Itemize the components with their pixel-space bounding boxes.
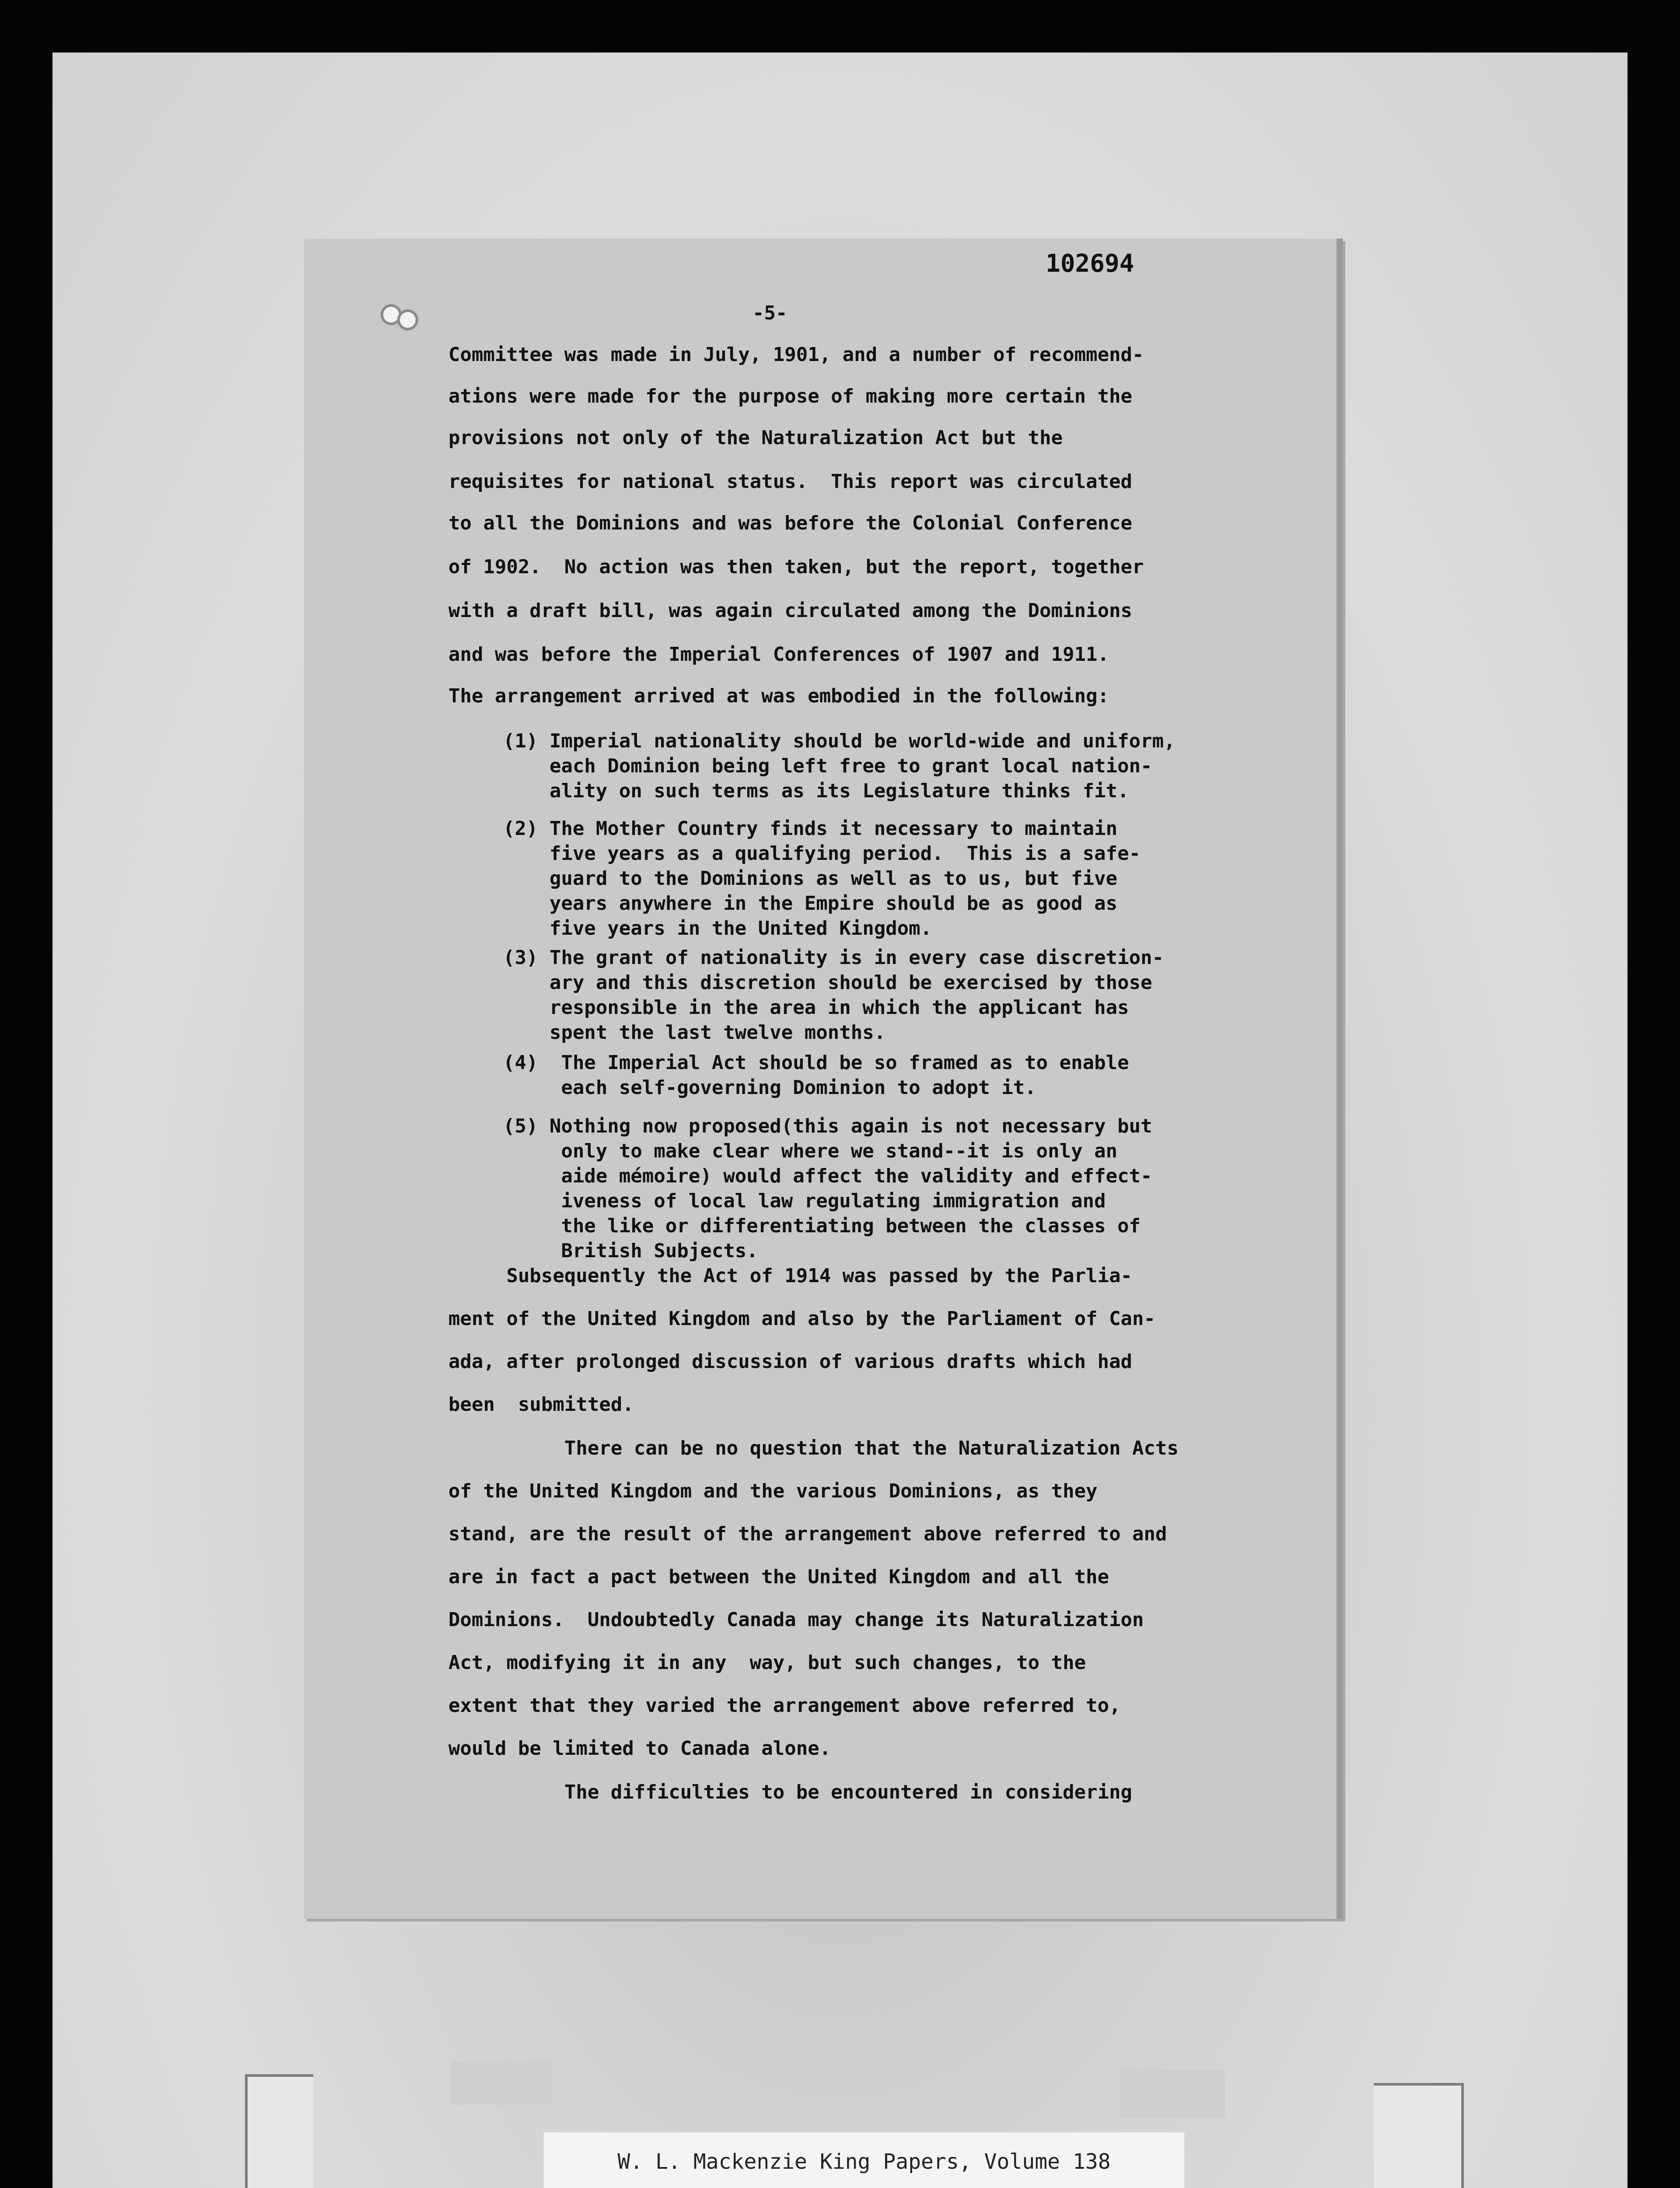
body-line: stand, are the result of the arrangement above referred to and	[448, 1523, 1167, 1545]
body-line: Act, modifying it in any way, but such changes, to the	[448, 1652, 1086, 1674]
list-item-line: spent the last twelve months.	[503, 1021, 886, 1044]
list-item-line: iveness of local law regulating immigration and	[503, 1190, 1106, 1212]
card-clip	[1120, 2070, 1225, 2118]
body-line: would be limited to Canada alone.	[448, 1737, 831, 1760]
body-line: There can be no question that the Naturalization Acts	[448, 1437, 1179, 1459]
list-item-line: five years in the United Kingdom.	[503, 917, 932, 940]
punch-hole-icon	[397, 309, 418, 330]
body-line: ada, after prolonged discussion of various drafts which had	[448, 1350, 1132, 1373]
card-clip	[1374, 2083, 1464, 2188]
list-item-line: each self-governing Dominion to adopt it.	[503, 1076, 1036, 1099]
list-item-line: (4) The Imperial Act should be so framed as to enable	[503, 1052, 1129, 1074]
body-line: of the United Kingdom and the various Dominions, as they	[448, 1480, 1098, 1502]
body-line: ment of the United Kingdom and also by the Parliament of Can-	[448, 1308, 1155, 1330]
body-line: of 1902. No action was then taken, but the report, together	[448, 556, 1144, 578]
list-item-line: only to make clear where we stand--it is only an	[503, 1140, 1117, 1162]
list-item-line: ality on such terms as its Legislature thinks fit.	[503, 780, 1129, 802]
page-number: -5-	[752, 302, 788, 324]
list-item-line: ary and this discretion should be exercised by those	[503, 971, 1152, 994]
list-item-line: guard to the Dominions as well as to us, but five	[503, 867, 1117, 890]
list-item-line: responsible in the area in which the applicant has	[503, 996, 1129, 1019]
list-item-line: (2) The Mother Country finds it necessary to maintain	[503, 817, 1117, 840]
body-line: are in fact a pact between the United Kingdom and all the	[448, 1566, 1109, 1588]
list-item-line: the like or differentiating between the classes of	[503, 1215, 1141, 1237]
body-line: Dominions. Undoubtedly Canada may change its Naturalization	[448, 1609, 1144, 1631]
document-number: 102694	[1046, 249, 1134, 278]
list-item-line: British Subjects.	[503, 1240, 758, 1262]
list-item-line: aide mémoire) would affect the validity and effect-	[503, 1165, 1152, 1187]
card-clip	[245, 2074, 313, 2188]
archive-label	[542, 2131, 1186, 2188]
list-item-line: five years as a qualifying period. This is a safe-	[503, 842, 1141, 865]
card-clip	[451, 2061, 551, 2105]
body-line: and was before the Imperial Conferences of 1907 and 1911.	[448, 643, 1109, 666]
body-line: been submitted.	[448, 1393, 634, 1416]
archive-label-text: W. L. Mackenzie King Papers, Volume 138	[617, 2149, 1111, 2174]
list-item-line: years anywhere in the Empire should be as good as	[503, 892, 1117, 915]
list-item-line: each Dominion being left free to grant local nation-	[503, 755, 1152, 777]
body-line: provisions not only of the Naturalization Act but the	[448, 427, 1063, 449]
body-line: The difficulties to be encountered in considering	[448, 1781, 1132, 1803]
body-line: Committee was made in July, 1901, and a number of recommend-	[448, 344, 1144, 366]
list-item-line: (3) The grant of nationality is in every case discretion-	[503, 947, 1164, 969]
body-line: extent that they varied the arrangement above referred to,	[448, 1694, 1121, 1717]
body-line: The arrangement arrived at was embodied in the following:	[448, 685, 1109, 707]
body-line: to all the Dominions and was before the Colonial Conference	[448, 512, 1132, 534]
body-line: with a draft bill, was again circulated among the Dominions	[448, 600, 1132, 622]
body-line: Subsequently the Act of 1914 was passed by the Parlia-	[448, 1265, 1132, 1287]
list-item-line: (5) Nothing now proposed(this again is not necessary but	[503, 1115, 1152, 1137]
list-item-line: (1) Imperial nationality should be world-wide and uniform,	[503, 730, 1176, 752]
body-line: requisites for national status. This report was circulated	[448, 470, 1132, 493]
body-line: ations were made for the purpose of making more certain the	[448, 385, 1132, 407]
